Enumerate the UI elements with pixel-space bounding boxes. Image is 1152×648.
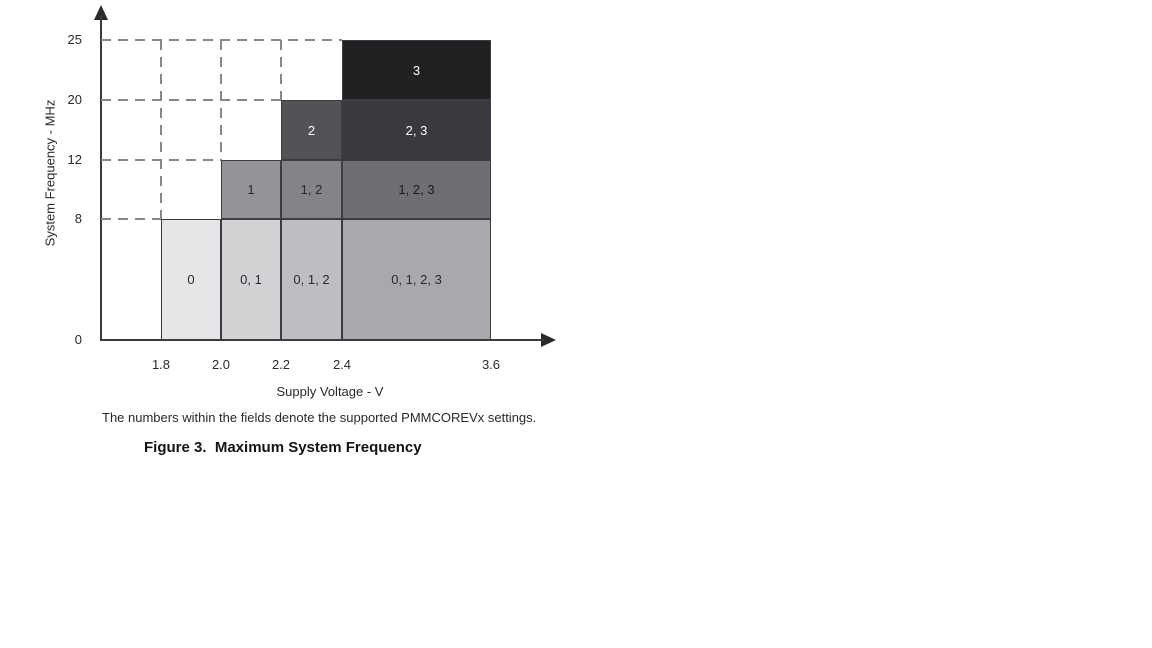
- region-cell: 0, 1, 2, 3: [342, 219, 491, 340]
- x-axis-title: Supply Voltage - V: [276, 384, 384, 399]
- y-tick-label: 8: [74, 211, 82, 226]
- y-tick-label: 0: [74, 332, 82, 347]
- x-tick-label: 2.2: [271, 357, 291, 372]
- region-cell: 0, 1, 2: [281, 219, 342, 340]
- region-cell: 2, 3: [342, 100, 491, 160]
- region-cell: 0, 1: [221, 219, 281, 340]
- y-tick-label: 20: [67, 92, 82, 107]
- x-tick-label: 2.0: [211, 357, 231, 372]
- y-tick-label: 12: [67, 152, 82, 167]
- region-cell: 0: [161, 219, 221, 340]
- figure-caption: Figure 3. Maximum System Frequency: [144, 439, 422, 456]
- dashed-guide-line: [280, 40, 282, 100]
- region-cell: 3: [342, 40, 491, 100]
- y-tick-label: 25: [67, 32, 82, 47]
- dashed-guide-line: [101, 99, 281, 101]
- dashed-guide-line: [101, 218, 161, 220]
- region-cell: 1, 2: [281, 160, 342, 219]
- figure-note: The numbers within the fields denote the supported PMMCOREVx settings.: [102, 410, 537, 425]
- x-tick-label: 3.6: [481, 357, 501, 372]
- y-axis-line: [100, 16, 102, 341]
- max-system-frequency-figure: [0, 0, 620, 480]
- region-cell: 2: [281, 100, 342, 160]
- dashed-guide-line: [220, 40, 222, 160]
- region-cell: 1, 2, 3: [342, 160, 491, 219]
- y-axis-title: System Frequency - MHz: [42, 99, 58, 247]
- x-tick-label: 1.8: [151, 357, 171, 372]
- dashed-guide-line: [160, 40, 162, 219]
- x-tick-label: 2.4: [332, 357, 352, 372]
- region-cell: 1: [221, 160, 281, 219]
